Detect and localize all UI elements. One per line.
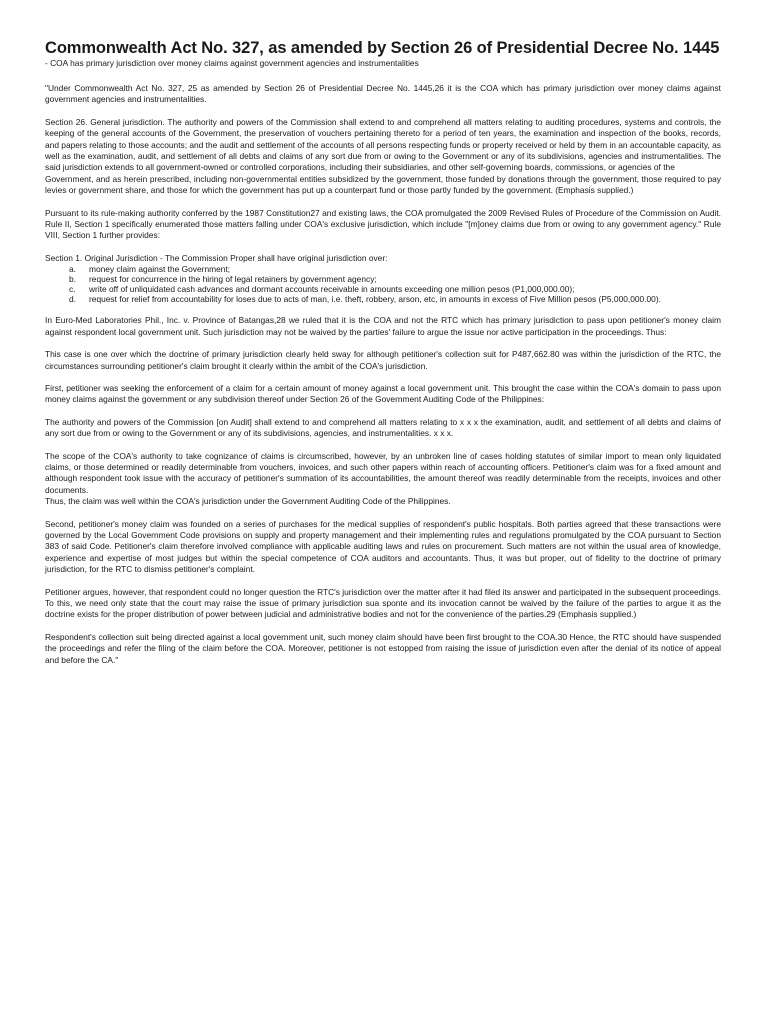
- document-subtitle: - COA has primary jurisdiction over money claims against government agencies and instrumentalities: [45, 58, 419, 68]
- paragraph-scope-conclusion: Thus, the claim was well within the COA's jurisdiction under the Government Auditing Code of the Philippines.: [45, 496, 451, 507]
- jurisdiction-list: [45, 264, 721, 304]
- paragraph-second: Second, petitioner's money claim was founded on a series of purchases for the medical supplies of respondent's public hospitals. Both parties agreed that these transactions were governed by the Local Government Code provisions on supply and property management and their implementing rules and regulations promulgated by the COA pursuant to Section 383 of said Code. Petitioner's claim therefore involved compliance with applicable auditing laws and rules on procurement. Such matters are not within the usual area of knowledge, experience and expertise of most judges but within the special competence of COA auditors and accountants. Thus, it was but proper, out of fidelity to the doctrine of primary jurisdiction, for the RTC to dismiss petitioner's complaint.: [45, 518, 721, 575]
- list-item-text: money claim against the Government;: [89, 264, 231, 275]
- list-marker: b.: [69, 274, 76, 285]
- paragraph-first: First, petitioner was seeking the enforcement of a claim for a certain amount of money against a local government unit. This brought the case within the COA's domain to pass upon money claims against the government or any subdivision thereof under Section 26 of the Government Auditing Code of the Philippines:: [45, 382, 721, 405]
- list-item: [45, 274, 721, 284]
- list-item-text: request for concurrence in the hiring of legal retainers by government agency;: [89, 274, 377, 285]
- list-item: [45, 264, 721, 274]
- list-item-text: request for relief from accountability for loses due to acts of man, i.e. theft, robbery, arson, etc, in amounts in excess of Five Million pesos (P5,000,000.00).: [89, 294, 661, 305]
- paragraph-scope: The scope of the COA's authority to take cognizance of claims is circumscribed, however, by an unbroken line of cases holding statutes of similar import to mean only liquidated claims, or those determined or readily determinable from vouchers, invoices, and such other papers within reach of accounting officers. Petitioner's claim was for a fixed amount and although respondent took issue with the accuracy of petitioner's summation of its accountabilities, the amount thereof was readily determinable from the receipts, invoices and other documents.: [45, 450, 721, 495]
- paragraph-intro: "Under Commonwealth Act No. 327, 25 as amended by Section 26 of Presidential Decree No. 1445,26 it is the COA which has primary jurisdiction over money claims against government agencies and instrumentalities.: [45, 83, 721, 105]
- paragraph-primary-doctrine: This case is one over which the doctrine of primary jurisdiction clearly held sway for although petitioner's collection suit for P487,662.80 was within the jurisdiction of the RTC, the circumstances surrounding petitioner's claim brought it clearly within the ambit of the COA's jurisdiction.: [45, 349, 721, 371]
- paragraph-original-jurisdiction: Section 1. Original Jurisdiction - The Commission Proper shall have original jurisdiction over:: [45, 252, 388, 263]
- document-title: Commonwealth Act No. 327, as amended by Section 26 of Presidential Decree No. 1445: [45, 39, 720, 57]
- list-marker: a.: [69, 264, 76, 275]
- list-marker: d.: [69, 294, 76, 305]
- paragraph-authority-quote: The authority and powers of the Commission [on Audit] shall extend to and comprehend all matters relating to x x x the examination, audit, and settlement of all debts and claims of any sort due from or owing to the Government or any of its subdivisions, agencies, and instrumentalities. x x x.: [45, 416, 721, 439]
- paragraph-petitioner-argues: Petitioner argues, however, that respondent could no longer question the RTC's jurisdiction over the matter after it had filed its answer and participated in the subsequent proceedings. To this, we need only state that the court may raise the issue of primary jurisdiction sua sponte and its invocation cannot be waived by the failure of the parties to argue it as the doctrine exists for the proper distribution of power between judicial and administrative bodies and not for the convenience of the parties.29 (Emphasis supplied.): [45, 586, 721, 620]
- list-marker: c.: [69, 284, 76, 295]
- paragraph-conclusion: Respondent's collection suit being directed against a local government unit, such money claim should have been first brought to the COA.30 Hence, the RTC should have suspended the proceedings and refer the filing of the claim before the COA. Moreover, petitioner is not estopped from raising the issue of jurisdiction even after the denial of its notice of appeal and before the CA.": [45, 631, 721, 665]
- list-item: [45, 294, 721, 304]
- list-item-text: write off of unliquidated cash advances and dormant accounts receivable in amounts exceeding one million pesos (P1,000,000.00);: [89, 284, 575, 295]
- paragraph-section-26: Section 26. General jurisdiction. The authority and powers of the Commission shall extend to and comprehend all matters relating to auditing procedures, systems and controls, the keeping of the general accounts of the Government, the preservation of vouchers pertaining thereto for a period of ten years, the examination and inspection of the books, records, and papers relating to those accounts; and the audit and settlement of the accounts of all persons respecting funds or property received or held by them in an accountable capacity, as well as the examination, audit, and settlement of all debts and claims of any sort due from or owing to the Government or any of its subdivisions, agencies and instrumentalities. The said jurisdiction extends to all government-owned or controlled corporations, including their subsidiaries, and other self-governing boards, commissions, or agencies of the: [45, 116, 721, 173]
- paragraph-euro-med: In Euro-Med Laboratories Phil., Inc. v. Province of Batangas,28 we ruled that it is the COA and not the RTC which has primary jurisdiction to pass upon petitioner's money claim against respondent local government unit. Such jurisdiction may not be waived by the parties' failure to argue the issue nor active participation in the proceedings. Thus:: [45, 315, 721, 337]
- list-item: [45, 284, 721, 294]
- document-page: [45, 38, 721, 677]
- paragraph-rule-making: Pursuant to its rule-making authority conferred by the 1987 Constitution27 and existing laws, the COA promulgated the 2009 Revised Rules of Procedure of the Commission on Audit. Rule II, Section 1 specifically enumerated those matters falling under COA's exclusive jurisdiction, which include "[m]oney claims due from or owing to any government agency." Rule VIII, Section 1 further provides:: [45, 207, 721, 241]
- paragraph-section-26-continued: Government, and as herein prescribed, including non-governmental entities subsidized by the government, those funded by donations through the government, those required to pay levies or government share, and those for which the government has put up a counterpart fund or those partly funded by the government. (Emphasis supplied.): [45, 173, 721, 196]
